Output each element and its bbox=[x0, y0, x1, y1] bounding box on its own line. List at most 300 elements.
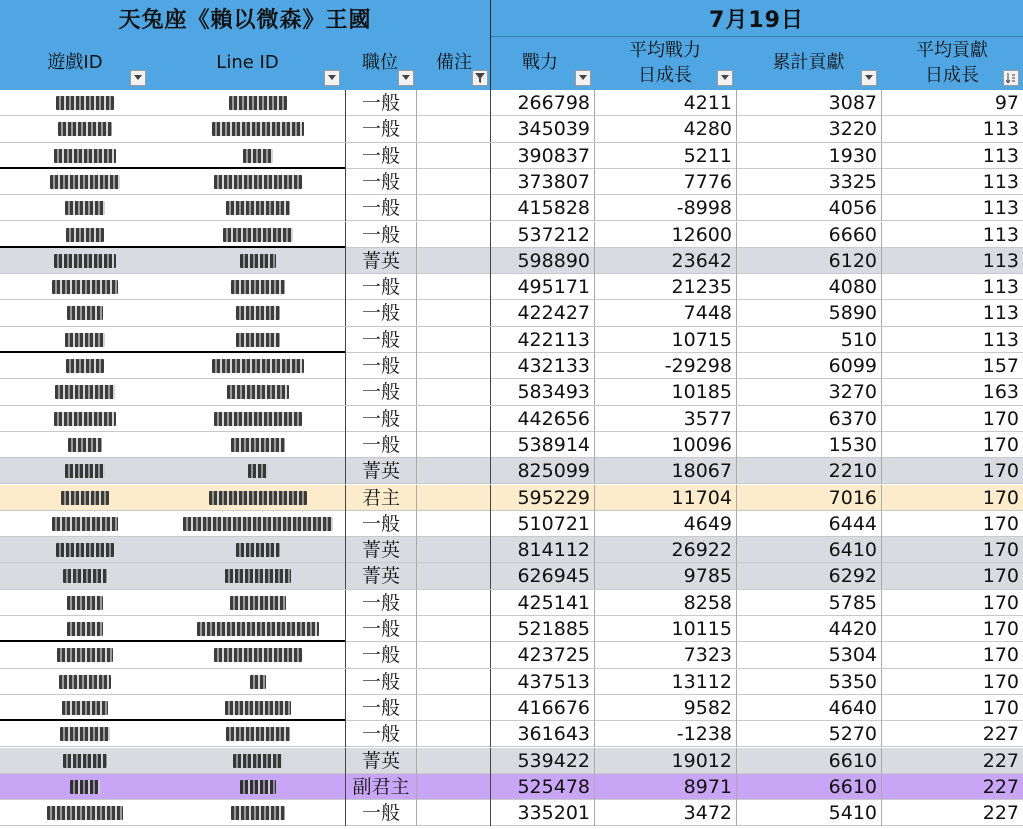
cell-total-contribution[interactable]: 5410 bbox=[736, 800, 881, 826]
cell-note[interactable] bbox=[416, 485, 490, 511]
cell-power[interactable]: 495171 bbox=[490, 274, 594, 300]
cell-position[interactable]: 一般 bbox=[345, 616, 416, 642]
redacted-line-id bbox=[214, 175, 302, 189]
table-row[interactable] bbox=[0, 353, 1023, 379]
cell-position[interactable]: 菁英 bbox=[345, 748, 416, 774]
header-avg-contribution-growth[interactable] bbox=[881, 38, 1023, 88]
table-row[interactable] bbox=[0, 432, 1023, 458]
cell-position[interactable]: 一般 bbox=[345, 300, 416, 326]
cell-note[interactable] bbox=[416, 616, 490, 642]
cell-avg-contribution-growth[interactable]: 113 bbox=[881, 274, 1023, 300]
cell-avg-power-growth[interactable]: 26922 bbox=[594, 537, 736, 563]
cell-power[interactable]: 537212 bbox=[490, 222, 594, 248]
cell-total-contribution[interactable]: 4080 bbox=[736, 274, 881, 300]
cell-position[interactable]: 一般 bbox=[345, 222, 416, 248]
table-row[interactable] bbox=[0, 511, 1023, 537]
cell-note[interactable] bbox=[416, 458, 490, 484]
table-row[interactable] bbox=[0, 748, 1023, 774]
filter-active-note[interactable] bbox=[472, 70, 488, 86]
redacted-line-id bbox=[225, 701, 291, 715]
redacted-line-id bbox=[214, 648, 302, 662]
cell-game-id[interactable] bbox=[0, 537, 170, 563]
cell-avg-power-growth[interactable]: 3577 bbox=[594, 406, 736, 432]
cell-avg-power-growth[interactable]: 4649 bbox=[594, 511, 736, 537]
cell-avg-power-growth[interactable]: 5211 bbox=[594, 143, 736, 169]
cell-total-contribution[interactable]: 6660 bbox=[736, 222, 881, 248]
redacted-line-id bbox=[236, 543, 280, 557]
cell-line-id[interactable] bbox=[170, 537, 345, 563]
cell-power[interactable]: 825099 bbox=[490, 458, 594, 484]
cell-avg-power-growth[interactable]: 12600 bbox=[594, 222, 736, 248]
cell-avg-contribution-growth[interactable]: 227 bbox=[881, 748, 1023, 774]
cell-power[interactable]: 626945 bbox=[490, 563, 594, 589]
cell-line-id[interactable] bbox=[170, 800, 345, 826]
cell-position[interactable]: 一般 bbox=[345, 721, 416, 747]
cell-note[interactable] bbox=[416, 800, 490, 826]
cell-position[interactable]: 君主 bbox=[345, 485, 416, 511]
cell-total-contribution[interactable]: 3270 bbox=[736, 379, 881, 405]
cell-position[interactable]: 一般 bbox=[345, 169, 416, 195]
filter-dropdown-position[interactable] bbox=[398, 70, 414, 86]
cell-note[interactable] bbox=[416, 774, 490, 800]
cell-avg-power-growth[interactable]: 13112 bbox=[594, 669, 736, 695]
cell-avg-power-growth[interactable]: 10115 bbox=[594, 616, 736, 642]
cell-note[interactable] bbox=[416, 511, 490, 537]
cell-game-id[interactable] bbox=[0, 485, 170, 511]
cell-total-contribution[interactable]: 6370 bbox=[736, 406, 881, 432]
cell-line-id[interactable] bbox=[170, 774, 345, 800]
cell-avg-contribution-growth[interactable]: 227 bbox=[881, 774, 1023, 800]
table-row[interactable] bbox=[0, 774, 1023, 800]
cell-total-contribution[interactable]: 4056 bbox=[736, 195, 881, 221]
cell-position[interactable]: 一般 bbox=[345, 511, 416, 537]
cell-line-id[interactable] bbox=[170, 90, 345, 116]
kingdom-title: 天兔座《賴以微森》王國 bbox=[118, 7, 372, 33]
cell-game-id[interactable] bbox=[0, 327, 170, 353]
cell-total-contribution[interactable]: 4640 bbox=[736, 695, 881, 721]
cell-avg-contribution-growth[interactable]: 113 bbox=[881, 327, 1023, 353]
cell-power[interactable]: 583493 bbox=[490, 379, 594, 405]
header-divider bbox=[490, 36, 1023, 37]
cell-note[interactable] bbox=[416, 300, 490, 326]
header-line-id[interactable]: Line ID bbox=[216, 51, 279, 73]
cell-avg-contribution-growth[interactable]: 170 bbox=[881, 616, 1023, 642]
cell-avg-power-growth[interactable]: 11704 bbox=[594, 485, 736, 511]
cell-game-id[interactable] bbox=[0, 222, 170, 248]
cell-line-id[interactable] bbox=[170, 274, 345, 300]
cell-power[interactable]: 415828 bbox=[490, 195, 594, 221]
filter-dropdown-power[interactable] bbox=[575, 70, 591, 86]
cell-note[interactable] bbox=[416, 169, 490, 195]
table-row[interactable] bbox=[0, 143, 1023, 169]
cell-note[interactable] bbox=[416, 248, 490, 274]
cell-total-contribution[interactable]: 5270 bbox=[736, 721, 881, 747]
cell-power[interactable]: 432133 bbox=[490, 353, 594, 379]
cell-note[interactable] bbox=[416, 116, 490, 142]
cell-power[interactable]: 425141 bbox=[490, 590, 594, 616]
filter-dropdown-line-id[interactable] bbox=[324, 70, 340, 86]
redacted-game-id bbox=[59, 675, 111, 689]
cell-power[interactable]: 539422 bbox=[490, 748, 594, 774]
cell-note[interactable] bbox=[416, 195, 490, 221]
cell-position[interactable]: 一般 bbox=[345, 406, 416, 432]
cell-power[interactable]: 442656 bbox=[490, 406, 594, 432]
cell-game-id[interactable] bbox=[0, 379, 170, 405]
cell-power[interactable]: 373807 bbox=[490, 169, 594, 195]
cell-avg-power-growth[interactable]: 8258 bbox=[594, 590, 736, 616]
cell-avg-contribution-growth[interactable]: 170 bbox=[881, 537, 1023, 563]
table-row[interactable] bbox=[0, 669, 1023, 695]
table-row[interactable] bbox=[0, 90, 1023, 116]
cell-avg-power-growth[interactable]: 9785 bbox=[594, 563, 736, 589]
cell-position[interactable]: 一般 bbox=[345, 379, 416, 405]
table-row[interactable] bbox=[0, 327, 1023, 353]
cell-avg-contribution-growth[interactable]: 113 bbox=[881, 222, 1023, 248]
cell-game-id[interactable] bbox=[0, 590, 170, 616]
cell-line-id[interactable] bbox=[170, 406, 345, 432]
cell-game-id[interactable] bbox=[0, 511, 170, 537]
cell-avg-power-growth[interactable]: 19012 bbox=[594, 748, 736, 774]
redacted-game-id bbox=[54, 412, 116, 426]
redacted-line-id bbox=[225, 569, 291, 583]
table-row[interactable] bbox=[0, 485, 1023, 511]
cell-total-contribution[interactable]: 3087 bbox=[736, 90, 881, 116]
cell-position[interactable]: 一般 bbox=[345, 432, 416, 458]
table-row[interactable] bbox=[0, 642, 1023, 668]
cell-line-id[interactable] bbox=[170, 616, 345, 642]
cell-avg-contribution-growth[interactable]: 157 bbox=[881, 353, 1023, 379]
cell-avg-contribution-growth[interactable]: 170 bbox=[881, 511, 1023, 537]
cell-avg-contribution-growth[interactable]: 113 bbox=[881, 116, 1023, 142]
redacted-game-id bbox=[56, 96, 114, 110]
cell-line-id[interactable] bbox=[170, 511, 345, 537]
redacted-line-id bbox=[183, 517, 333, 531]
cell-total-contribution[interactable]: 6444 bbox=[736, 511, 881, 537]
header-avg-power-growth-line2: 日成長 bbox=[638, 65, 692, 86]
cell-game-id[interactable] bbox=[0, 248, 170, 274]
cell-line-id[interactable] bbox=[170, 248, 345, 274]
table-row[interactable] bbox=[0, 169, 1023, 195]
cell-power[interactable]: 266798 bbox=[490, 90, 594, 116]
table-row[interactable] bbox=[0, 721, 1023, 747]
cell-total-contribution[interactable]: 6099 bbox=[736, 353, 881, 379]
cell-power[interactable]: 422427 bbox=[490, 300, 594, 326]
cell-avg-power-growth[interactable]: 10185 bbox=[594, 379, 736, 405]
table-row[interactable] bbox=[0, 563, 1023, 589]
cell-note[interactable] bbox=[416, 721, 490, 747]
cell-avg-power-growth[interactable]: 7448 bbox=[594, 300, 736, 326]
cell-line-id[interactable] bbox=[170, 353, 345, 379]
redacted-line-id bbox=[230, 596, 286, 610]
cell-total-contribution[interactable]: 510 bbox=[736, 327, 881, 353]
redacted-line-id bbox=[214, 412, 302, 426]
cell-total-contribution[interactable]: 6610 bbox=[736, 748, 881, 774]
cell-note[interactable] bbox=[416, 432, 490, 458]
header-game-id[interactable]: 遊戲ID bbox=[47, 51, 103, 73]
table-row[interactable] bbox=[0, 537, 1023, 563]
cell-avg-contribution-growth[interactable]: 170 bbox=[881, 695, 1023, 721]
table-row[interactable] bbox=[0, 590, 1023, 616]
cell-avg-power-growth[interactable]: 10715 bbox=[594, 327, 736, 353]
cell-total-contribution[interactable]: 1530 bbox=[736, 432, 881, 458]
cell-line-id[interactable] bbox=[170, 485, 345, 511]
cell-game-id[interactable] bbox=[0, 748, 170, 774]
redacted-game-id bbox=[65, 464, 105, 478]
cell-note[interactable] bbox=[416, 379, 490, 405]
cell-total-contribution[interactable]: 7016 bbox=[736, 485, 881, 511]
cell-avg-power-growth[interactable]: 4280 bbox=[594, 116, 736, 142]
table-row[interactable] bbox=[0, 379, 1023, 405]
cell-line-id[interactable] bbox=[170, 222, 345, 248]
cell-note[interactable] bbox=[416, 590, 490, 616]
redacted-game-id bbox=[58, 122, 112, 136]
cell-total-contribution[interactable]: 3220 bbox=[736, 116, 881, 142]
cell-position[interactable]: 副君主 bbox=[345, 774, 416, 800]
cell-note[interactable] bbox=[416, 327, 490, 353]
cell-total-contribution[interactable]: 6292 bbox=[736, 563, 881, 589]
cell-line-id[interactable] bbox=[170, 143, 345, 169]
cell-line-id[interactable] bbox=[170, 432, 345, 458]
cell-position[interactable]: 一般 bbox=[345, 800, 416, 826]
cell-note[interactable] bbox=[416, 669, 490, 695]
cell-avg-power-growth[interactable]: 10096 bbox=[594, 432, 736, 458]
cell-total-contribution[interactable]: 6610 bbox=[736, 774, 881, 800]
cell-avg-power-growth[interactable]: 3472 bbox=[594, 800, 736, 826]
cell-power[interactable]: 423725 bbox=[490, 642, 594, 668]
cell-note[interactable] bbox=[416, 748, 490, 774]
cell-game-id[interactable] bbox=[0, 143, 170, 169]
cell-line-id[interactable] bbox=[170, 721, 345, 747]
table-row[interactable] bbox=[0, 274, 1023, 300]
cell-game-id[interactable] bbox=[0, 406, 170, 432]
cell-position[interactable]: 一般 bbox=[345, 353, 416, 379]
cell-game-id[interactable] bbox=[0, 274, 170, 300]
sort-ascending-avg-contribution-growth[interactable] bbox=[1003, 70, 1019, 86]
redacted-game-id bbox=[66, 228, 104, 242]
redacted-game-id bbox=[63, 754, 107, 768]
filter-dropdown-avg-power-growth[interactable] bbox=[717, 70, 733, 86]
cell-power[interactable]: 361643 bbox=[490, 721, 594, 747]
cell-total-contribution[interactable]: 5304 bbox=[736, 642, 881, 668]
redacted-game-id bbox=[50, 175, 120, 189]
cell-game-id[interactable] bbox=[0, 774, 170, 800]
redacted-line-id bbox=[231, 806, 285, 820]
filter-dropdown-total-contribution[interactable] bbox=[861, 70, 877, 86]
table-row[interactable] bbox=[0, 248, 1023, 274]
cell-avg-contribution-growth[interactable]: 113 bbox=[881, 169, 1023, 195]
cell-total-contribution[interactable]: 4420 bbox=[736, 616, 881, 642]
cell-note[interactable] bbox=[416, 406, 490, 432]
cell-game-id[interactable] bbox=[0, 669, 170, 695]
cell-line-id[interactable] bbox=[170, 379, 345, 405]
cell-game-id[interactable] bbox=[0, 195, 170, 221]
cell-position[interactable]: 一般 bbox=[345, 116, 416, 142]
cell-note[interactable] bbox=[416, 222, 490, 248]
cell-power[interactable]: 345039 bbox=[490, 116, 594, 142]
cell-avg-contribution-growth[interactable]: 170 bbox=[881, 669, 1023, 695]
redacted-game-id bbox=[65, 201, 105, 215]
cell-avg-contribution-growth[interactable]: 113 bbox=[881, 248, 1023, 274]
cell-position[interactable]: 一般 bbox=[345, 90, 416, 116]
header-power[interactable]: 戰力 bbox=[522, 51, 558, 73]
cell-position[interactable]: 菁英 bbox=[345, 248, 416, 274]
cell-avg-power-growth[interactable]: -29298 bbox=[594, 353, 736, 379]
table-row[interactable] bbox=[0, 116, 1023, 142]
cell-line-id[interactable] bbox=[170, 195, 345, 221]
cell-avg-power-growth[interactable]: 18067 bbox=[594, 458, 736, 484]
cell-avg-power-growth[interactable]: 7323 bbox=[594, 642, 736, 668]
cell-total-contribution[interactable]: 5890 bbox=[736, 300, 881, 326]
cell-game-id[interactable] bbox=[0, 800, 170, 826]
redacted-line-id bbox=[227, 385, 289, 399]
cell-avg-contribution-growth[interactable]: 227 bbox=[881, 800, 1023, 826]
cell-avg-contribution-growth[interactable]: 170 bbox=[881, 458, 1023, 484]
cell-avg-contribution-growth[interactable]: 113 bbox=[881, 143, 1023, 169]
cell-game-id[interactable] bbox=[0, 695, 170, 721]
cell-game-id[interactable] bbox=[0, 458, 170, 484]
cell-power[interactable]: 510721 bbox=[490, 511, 594, 537]
cell-total-contribution[interactable]: 6120 bbox=[736, 248, 881, 274]
cell-line-id[interactable] bbox=[170, 327, 345, 353]
header-avg-power-growth[interactable] bbox=[594, 38, 736, 88]
cell-position[interactable]: 一般 bbox=[345, 274, 416, 300]
cell-avg-power-growth[interactable]: 21235 bbox=[594, 274, 736, 300]
header-note[interactable]: 備注 bbox=[436, 51, 472, 73]
funnel-icon bbox=[475, 73, 485, 83]
cell-avg-contribution-growth[interactable]: 170 bbox=[881, 590, 1023, 616]
cell-total-contribution[interactable]: 2210 bbox=[736, 458, 881, 484]
cell-game-id[interactable] bbox=[0, 116, 170, 142]
redacted-line-id bbox=[243, 149, 273, 163]
cell-power[interactable]: 525478 bbox=[490, 774, 594, 800]
cell-line-id[interactable] bbox=[170, 116, 345, 142]
cell-avg-contribution-growth[interactable]: 170 bbox=[881, 406, 1023, 432]
cell-line-id[interactable] bbox=[170, 169, 345, 195]
cell-game-id[interactable] bbox=[0, 353, 170, 379]
cell-avg-power-growth[interactable]: 7776 bbox=[594, 169, 736, 195]
cell-avg-contribution-growth[interactable]: 113 bbox=[881, 300, 1023, 326]
cell-line-id[interactable] bbox=[170, 669, 345, 695]
cell-game-id[interactable] bbox=[0, 642, 170, 668]
cell-position[interactable]: 一般 bbox=[345, 327, 416, 353]
cell-line-id[interactable] bbox=[170, 590, 345, 616]
header-total-contribution[interactable]: 累計貢獻 bbox=[772, 51, 845, 73]
sort-icon bbox=[1006, 73, 1016, 83]
cell-avg-contribution-growth[interactable]: 97 bbox=[881, 90, 1023, 116]
redacted-line-id bbox=[226, 201, 290, 215]
cell-position[interactable]: 一般 bbox=[345, 669, 416, 695]
cell-game-id[interactable] bbox=[0, 300, 170, 326]
cell-position[interactable]: 一般 bbox=[345, 195, 416, 221]
table-row[interactable] bbox=[0, 195, 1023, 221]
cell-position[interactable]: 菁英 bbox=[345, 563, 416, 589]
cell-power[interactable]: 390837 bbox=[490, 143, 594, 169]
cell-power[interactable]: 422113 bbox=[490, 327, 594, 353]
cell-note[interactable] bbox=[416, 90, 490, 116]
cell-game-id[interactable] bbox=[0, 563, 170, 589]
chevron-down-icon bbox=[402, 75, 410, 81]
cell-note[interactable] bbox=[416, 353, 490, 379]
cell-note[interactable] bbox=[416, 695, 490, 721]
header-avg-power-growth-line1: 平均戰力 bbox=[629, 40, 701, 61]
cell-power[interactable]: 416676 bbox=[490, 695, 594, 721]
table-row[interactable] bbox=[0, 695, 1023, 721]
cell-total-contribution[interactable]: 6410 bbox=[736, 537, 881, 563]
cell-avg-power-growth[interactable]: 4211 bbox=[594, 90, 736, 116]
redacted-game-id bbox=[54, 254, 116, 268]
cell-avg-contribution-growth[interactable]: 113 bbox=[881, 195, 1023, 221]
cell-game-id[interactable] bbox=[0, 169, 170, 195]
table-row[interactable] bbox=[0, 300, 1023, 326]
cell-avg-power-growth[interactable]: 9582 bbox=[594, 695, 736, 721]
cell-game-id[interactable] bbox=[0, 432, 170, 458]
cell-avg-power-growth[interactable]: -1238 bbox=[594, 721, 736, 747]
cell-position[interactable]: 一般 bbox=[345, 143, 416, 169]
cell-power[interactable]: 598890 bbox=[490, 248, 594, 274]
cell-avg-contribution-growth[interactable]: 170 bbox=[881, 432, 1023, 458]
cell-power[interactable]: 538914 bbox=[490, 432, 594, 458]
table-row[interactable] bbox=[0, 800, 1023, 826]
header-position[interactable]: 職位 bbox=[362, 51, 398, 73]
cell-avg-contribution-growth[interactable]: 163 bbox=[881, 379, 1023, 405]
cell-avg-contribution-growth[interactable]: 170 bbox=[881, 642, 1023, 668]
cell-avg-power-growth[interactable]: 23642 bbox=[594, 248, 736, 274]
cell-avg-contribution-growth[interactable]: 170 bbox=[881, 485, 1023, 511]
cell-power[interactable]: 437513 bbox=[490, 669, 594, 695]
cell-note[interactable] bbox=[416, 563, 490, 589]
cell-avg-power-growth[interactable]: -8998 bbox=[594, 195, 736, 221]
cell-position[interactable]: 菁英 bbox=[345, 458, 416, 484]
cell-game-id[interactable] bbox=[0, 616, 170, 642]
redacted-game-id bbox=[65, 333, 105, 347]
cell-position[interactable]: 一般 bbox=[345, 695, 416, 721]
table-row[interactable] bbox=[0, 222, 1023, 248]
cell-total-contribution[interactable]: 5785 bbox=[736, 590, 881, 616]
table-row[interactable] bbox=[0, 616, 1023, 642]
cell-game-id[interactable] bbox=[0, 721, 170, 747]
cell-power[interactable]: 595229 bbox=[490, 485, 594, 511]
cell-power[interactable]: 814112 bbox=[490, 537, 594, 563]
cell-power[interactable]: 521885 bbox=[490, 616, 594, 642]
cell-total-contribution[interactable]: 3325 bbox=[736, 169, 881, 195]
cell-line-id[interactable] bbox=[170, 748, 345, 774]
cell-total-contribution[interactable]: 5350 bbox=[736, 669, 881, 695]
table-row[interactable] bbox=[0, 458, 1023, 484]
cell-note[interactable] bbox=[416, 642, 490, 668]
redacted-line-id bbox=[231, 280, 285, 294]
cell-game-id[interactable] bbox=[0, 90, 170, 116]
cell-avg-contribution-growth[interactable]: 170 bbox=[881, 563, 1023, 589]
cell-line-id[interactable] bbox=[170, 563, 345, 589]
cell-position[interactable]: 一般 bbox=[345, 642, 416, 668]
cell-note[interactable] bbox=[416, 143, 490, 169]
cell-note[interactable] bbox=[416, 274, 490, 300]
cell-position[interactable]: 一般 bbox=[345, 590, 416, 616]
cell-avg-power-growth[interactable]: 8971 bbox=[594, 774, 736, 800]
redacted-line-id bbox=[212, 122, 304, 136]
cell-line-id[interactable] bbox=[170, 695, 345, 721]
cell-power[interactable]: 335201 bbox=[490, 800, 594, 826]
cell-line-id[interactable] bbox=[170, 642, 345, 668]
cell-avg-contribution-growth[interactable]: 227 bbox=[881, 721, 1023, 747]
cell-total-contribution[interactable]: 1930 bbox=[736, 143, 881, 169]
cell-position[interactable]: 菁英 bbox=[345, 537, 416, 563]
cell-line-id[interactable] bbox=[170, 300, 345, 326]
table-row[interactable] bbox=[0, 406, 1023, 432]
cell-note[interactable] bbox=[416, 537, 490, 563]
filter-dropdown-game-id[interactable] bbox=[130, 70, 146, 86]
cell-line-id[interactable] bbox=[170, 458, 345, 484]
